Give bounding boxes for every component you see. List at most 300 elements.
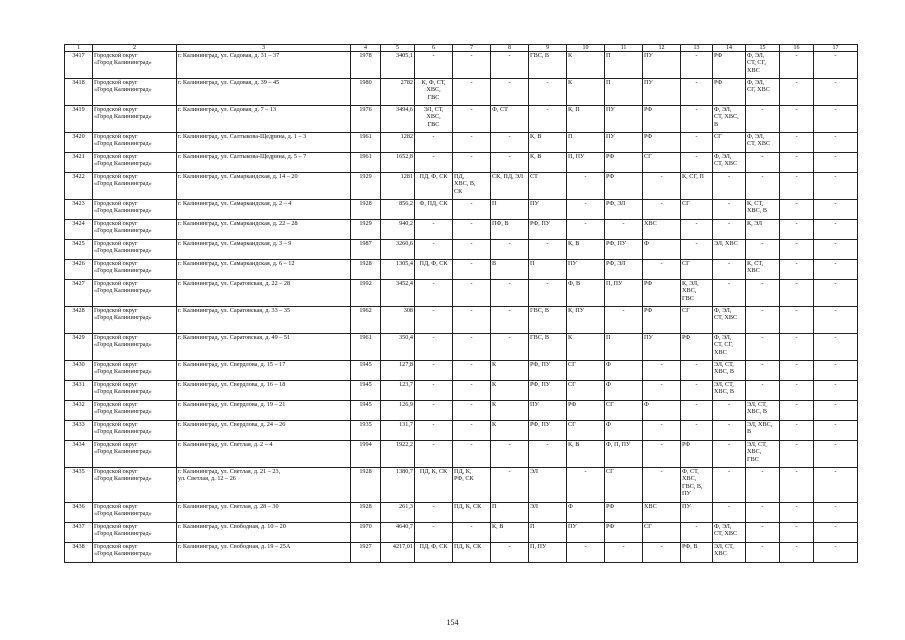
table-cell: - [643,173,681,200]
table-cell: ЭЛ, ХВС [713,240,746,260]
table-cell: - [814,200,858,220]
table-cell: - [780,52,814,79]
col-header: 11 [605,45,643,52]
table-cell: - [453,421,491,441]
col-header: 9 [529,45,567,52]
table-cell: ПД, К, РФ, СК [453,468,491,503]
table-cell: СГ [643,153,681,173]
table-cell: - [529,441,567,468]
page-number: 154 [446,618,459,627]
table-cell: - [746,280,780,307]
table-cell: ПУ [567,260,605,280]
table-cell: - [453,401,491,421]
table-cell: ГВС, В [529,52,567,79]
table-cell: К, ПУ [567,307,605,334]
col-header: 17 [814,45,858,52]
table-cell: 261,3 [381,503,415,523]
register-table [64,44,858,563]
table-row [65,153,858,173]
table-cell: - [814,361,858,381]
table-cell: РФ [713,79,746,106]
table-cell: - [713,280,746,307]
table-cell: ЭЛ, СТ, ХВС [713,543,746,563]
table-cell: - [814,523,858,543]
col-header: 3 [177,45,351,52]
table-row [65,523,858,543]
table-cell: 1929 [351,173,381,200]
table-cell: Городской округ «Город Калининград» [93,79,177,106]
table-cell: Городской округ «Город Калининград» [93,441,177,468]
table-cell: - [814,79,858,106]
table-cell: ЭЛ, СТ, ХВС, ГВС [746,441,780,468]
table-cell: 3436 [65,503,93,523]
table-row [65,307,858,334]
table-cell: - [681,240,713,260]
table-cell: Ф [605,381,643,401]
table-cell: 3430 [65,361,93,381]
table-cell: 1652,8 [381,153,415,173]
table-cell: Ф [605,361,643,381]
table-cell: 1970 [351,523,381,543]
table-cell: ГВС, В [529,307,567,334]
table-cell: 1976 [351,106,381,133]
table-cell: - [643,468,681,503]
table-cell: - [453,260,491,280]
table-cell: 3420 [65,133,93,153]
table-cell: РФ, ЭЛ [605,260,643,280]
table-row [65,260,858,280]
table-cell: РФ [681,334,713,361]
table-cell: РФ [643,307,681,334]
table-cell: ЭЛ, ХВС, В [746,421,780,441]
table-cell: РФ [713,52,746,79]
table-cell: 3429 [65,334,93,361]
table-cell: 1928 [351,468,381,503]
table-cell: Городской округ «Город Калининград» [93,468,177,503]
table-cell: - [415,220,453,240]
table-cell: К, В [529,153,567,173]
table-cell: К, Ф, СТ, ХВС, ГВС [415,79,453,106]
table-cell: 3437 [65,523,93,543]
table-cell: г. Калининград, ул. Самаркандская, д. 14 – 20 [177,173,351,200]
table-cell: - [713,401,746,421]
table-cell: г. Калининград, ул. Садовая, д. 31 – 37 [177,52,351,79]
table-cell: - [681,106,713,133]
table-cell: г. Калининград, ул. Саратовская, д. 49 – 51 [177,334,351,361]
table-cell: 3426 [65,260,93,280]
table-cell: - [814,260,858,280]
table-cell: П [529,260,567,280]
table-cell: - [713,220,746,240]
table-cell: г. Калининград, ул. Самаркандская, д. 6 – 12 [177,260,351,280]
table-cell: РФ [605,503,643,523]
table-cell: - [681,421,713,441]
table-cell: - [780,280,814,307]
table-row [65,334,858,361]
table-cell: - [814,307,858,334]
table-cell: 1282 [381,133,415,153]
table-cell: - [681,153,713,173]
table-cell: - [681,523,713,543]
table-row [65,468,858,503]
table-cell: 3424 [65,220,93,240]
table-cell: 3260,6 [381,240,415,260]
table-cell: ХВС [643,503,681,523]
table-cell: - [453,361,491,381]
table-cell: - [529,280,567,307]
table-cell: 1992 [351,280,381,307]
table-cell: - [746,361,780,381]
table-row [65,173,858,200]
table-cell: 3494,6 [381,106,415,133]
table-cell: - [780,106,814,133]
table-cell: Городской округ «Город Калининград» [93,133,177,153]
table-cell: Городской округ «Город Калининград» [93,280,177,307]
document-sheet [64,44,858,563]
table-cell: - [814,401,858,421]
table-cell: - [780,307,814,334]
table-cell: - [415,503,453,523]
table-cell: 3434 [65,441,93,468]
table-cell: - [453,280,491,307]
table-cell: Городской округ «Город Калининград» [93,173,177,200]
table-cell: К [491,401,529,421]
table-cell: 1994 [351,441,381,468]
table-row [65,133,858,153]
table-cell: СГ [681,307,713,334]
table-cell: - [780,200,814,220]
table-cell: К, СТ, ХВС [746,260,780,280]
col-header: 16 [780,45,814,52]
table-cell: - [415,240,453,260]
table-cell: 3422 [65,173,93,200]
table-cell: 123,7 [381,381,415,401]
table-cell: 1961 [351,133,381,153]
table-cell: ЭЛ [529,503,567,523]
table-cell: 3432 [65,401,93,421]
table-cell: Ф, СТ [491,106,529,133]
table-cell: - [780,153,814,173]
table-cell: - [814,240,858,260]
col-header: 12 [643,45,681,52]
table-cell: - [780,401,814,421]
table-cell: 3417 [65,52,93,79]
table-cell: 1281 [381,173,415,200]
table-cell: - [681,52,713,79]
table-cell: г. Калининград, ул. Саратовская, д. 33 – 35 [177,307,351,334]
table-cell: - [713,468,746,503]
table-cell: - [415,280,453,307]
table-cell: - [780,79,814,106]
table-cell: СГ [681,200,713,220]
table-cell: - [453,52,491,79]
table-cell: РФ, ПУ [529,421,567,441]
table-cell: СГ [605,401,643,421]
table-cell: - [814,503,858,523]
table-cell: К, В [491,523,529,543]
table-cell: - [529,106,567,133]
table-cell: РФ [643,106,681,133]
table-cell: Городской округ «Город Калининград» [93,106,177,133]
table-cell: - [780,133,814,153]
table-cell: Городской округ «Город Калининград» [93,401,177,421]
table-cell: - [713,441,746,468]
table-cell: - [814,106,858,133]
table-cell: П [491,503,529,523]
table-cell: Городской округ «Город Калининград» [93,361,177,381]
table-cell: РФ [605,523,643,543]
table-cell: РФ, В [681,543,713,563]
table-cell: - [681,79,713,106]
table-cell: - [605,307,643,334]
table-cell: - [746,503,780,523]
table-cell: Городской округ «Город Калининград» [93,153,177,173]
table-cell: - [814,133,858,153]
table-cell: г. Калининград, ул. Самаркандская, д. 22 – 28 [177,220,351,240]
table-cell: Ф, ПД, СК [415,200,453,220]
table-cell: К, В [567,441,605,468]
table-cell: Городской округ «Город Калининград» [93,381,177,401]
table-row [65,79,858,106]
table-cell: - [453,200,491,220]
table-cell: П [491,200,529,220]
table-cell: ПД, Ф, СК [415,543,453,563]
table-cell: РФ [567,401,605,421]
table-cell: г. Калининград, ул. Свердлова, д. 19 – 21 [177,401,351,421]
table-cell: - [780,468,814,503]
table-cell: г. Калининград, ул. Свободная, д. 10 – 20 [177,523,351,543]
table-cell: г. Калининград, ул. Салтыкова-Щедрина, д. 5 – 7 [177,153,351,173]
col-header: 15 [746,45,780,52]
table-cell: ПФ, В [491,220,529,240]
table-cell: г. Калининград, ул. Садовая, д. 7 – 13 [177,106,351,133]
table-cell: - [746,334,780,361]
table-cell: ЭЛ, СТ, ХВС, ГВС [415,106,453,133]
col-header: 5 [381,45,415,52]
table-cell: - [814,52,858,79]
table-cell: Городской округ «Город Калининград» [93,503,177,523]
table-cell: ЭЛ [529,468,567,503]
table-cell: г. Калининград, ул. Светлая, д. 21 – 23, ул. Светлая, д. 12 – 26 [177,468,351,503]
table-cell: - [415,307,453,334]
table-cell: г. Калининград, ул. Свердлова, д. 15 – 17 [177,361,351,381]
table-cell: 1987 [351,240,381,260]
table-cell: СГ [643,523,681,543]
table-cell: 1961 [351,334,381,361]
table-cell: - [780,381,814,401]
table-cell: К [491,421,529,441]
table-cell: СГ [567,361,605,381]
table-cell: 940,2 [381,220,415,240]
table-cell: - [746,468,780,503]
table-cell: г. Калининград, ул. Самаркандская, д. 3 – 9 [177,240,351,260]
table-cell: РФ, ПУ [529,220,567,240]
column-number-row [65,45,858,52]
table-cell: Ф, СТ, ХВС, ГВС, В, ПУ [681,468,713,503]
table-cell: СГ [567,421,605,441]
table-cell: 2782 [381,79,415,106]
table-cell: - [453,106,491,133]
table-cell: - [491,240,529,260]
table-cell: - [713,200,746,220]
table-cell: - [814,153,858,173]
table-cell: - [415,381,453,401]
table-cell: 1945 [351,361,381,381]
table-cell: СТ [529,173,567,200]
table-cell: РФ, ПУ [605,240,643,260]
table-cell: К, В [567,240,605,260]
table-cell: 127,8 [381,361,415,381]
table-cell: 1922,2 [381,441,415,468]
table-cell: - [415,421,453,441]
table-cell: - [453,523,491,543]
table-cell: СГ [567,381,605,401]
table-cell: - [780,173,814,200]
table-cell: г. Калининград, ул. Свердлова, д. 16 – 18 [177,381,351,401]
table-cell: 1962 [351,307,381,334]
table-cell: ПУ [529,401,567,421]
table-cell: - [529,240,567,260]
col-header: 10 [567,45,605,52]
col-header: 1 [65,45,93,52]
table-cell: - [491,79,529,106]
table-cell: - [643,260,681,280]
table-cell: Ф [643,401,681,421]
col-header: 8 [491,45,529,52]
table-cell: Ф [605,421,643,441]
table-cell: - [780,503,814,523]
table-cell: - [713,260,746,280]
col-header: 6 [415,45,453,52]
table-row [65,280,858,307]
table-cell: - [780,260,814,280]
table-cell: К [491,381,529,401]
table-cell: - [681,381,713,401]
table-cell: - [681,220,713,240]
table-cell: г. Калининград, ул. Самаркандская, д. 2 – 4 [177,200,351,220]
table-cell: 1929 [351,220,381,240]
table-cell: ПУ [681,503,713,523]
table-cell: РФ, ПУ [529,381,567,401]
table-cell: - [643,381,681,401]
table-cell: - [713,173,746,200]
table-cell: 1961 [351,153,381,173]
table-cell: 3421 [65,153,93,173]
table-cell: РФ [643,133,681,153]
table-cell: - [453,79,491,106]
table-cell: ПД, Ф, СК [415,260,453,280]
table-cell: - [746,523,780,543]
table-cell: Ф, ЭЛ, СТ, ХВС, В [713,106,746,133]
table-cell: ПД, Ф, СК [415,173,453,200]
table-row [65,200,858,220]
table-cell: - [567,543,605,563]
table-cell: - [567,468,605,503]
table-cell: 308 [381,307,415,334]
table-cell: - [746,307,780,334]
table-cell: - [453,220,491,240]
table-cell: - [453,153,491,173]
table-cell: - [780,543,814,563]
table-cell: Ф, П, ПУ [605,441,643,468]
table-cell: - [643,361,681,381]
table-cell: г. Калининград, ул. Салтыкова-Щедрина, д. 1 – 3 [177,133,351,153]
table-row [65,503,858,523]
table-cell: Ф, ЭЛ, СТ, ХВС [713,307,746,334]
table-cell: К, ЭЛ [746,220,780,240]
table-cell: - [814,441,858,468]
table-cell: - [415,401,453,421]
table-row [65,240,858,260]
table-cell: К, П [567,106,605,133]
table-cell: 3428 [65,307,93,334]
table-cell: П, ПУ [529,543,567,563]
table-cell: СГ [605,468,643,503]
table-cell: г. Калининград, ул. Свердлова, д. 24 – 26 [177,421,351,441]
table-cell: - [746,173,780,200]
table-cell: - [453,381,491,401]
table-cell: - [415,334,453,361]
table-cell: 4217,01 [381,543,415,563]
table-cell: - [780,240,814,260]
table-cell: Ф, ЭЛ, СТ, ХВС [713,153,746,173]
table-cell: 1927 [351,543,381,563]
table-cell: РФ [605,173,643,200]
table-cell: 1928 [351,260,381,280]
table-cell: - [567,220,605,240]
table-cell: г. Калининград, ул. Светлая, д. 28 – 30 [177,503,351,523]
table-cell: - [780,441,814,468]
table-cell: - [567,200,605,220]
table-cell: Городской округ «Город Калининград» [93,543,177,563]
table-cell: 3435 [65,468,93,503]
table-cell: 3452,4 [381,280,415,307]
table-cell: К [491,361,529,381]
table-cell: РФ, ПУ [529,361,567,381]
table-cell: Ф, ЭЛ, СТ, СГ, ХВС [746,52,780,79]
table-row [65,543,858,563]
table-cell: РФ [605,153,643,173]
table-cell: - [453,133,491,153]
table-cell: - [814,468,858,503]
table-cell: ПУ [605,106,643,133]
table-row [65,220,858,240]
table-cell: - [746,106,780,133]
table-cell: Ф [643,240,681,260]
table-cell: Городской округ «Город Калининград» [93,260,177,280]
table-cell: К [567,334,605,361]
table-cell: 3419 [65,106,93,133]
table-cell: 3405,1 [381,52,415,79]
table-cell: СГ [713,133,746,153]
table-row [65,361,858,381]
table-cell: 3418 [65,79,93,106]
table-cell: 3433 [65,421,93,441]
table-cell: СГ [681,260,713,280]
table-cell: 1928 [351,200,381,220]
table-cell: - [681,133,713,153]
table-cell: Ф, ЭЛ, СТ, ХВС [713,523,746,543]
table-cell: РФ [643,280,681,307]
table-cell: ПД, К, СК [453,543,491,563]
table-cell: Ф, ЭЛ, СГ, ХВС [746,79,780,106]
table-cell: - [814,381,858,401]
table-cell: - [780,220,814,240]
table-cell: - [780,361,814,381]
table-row [65,441,858,468]
table-cell: - [643,543,681,563]
table-cell: ГВС, В [529,334,567,361]
